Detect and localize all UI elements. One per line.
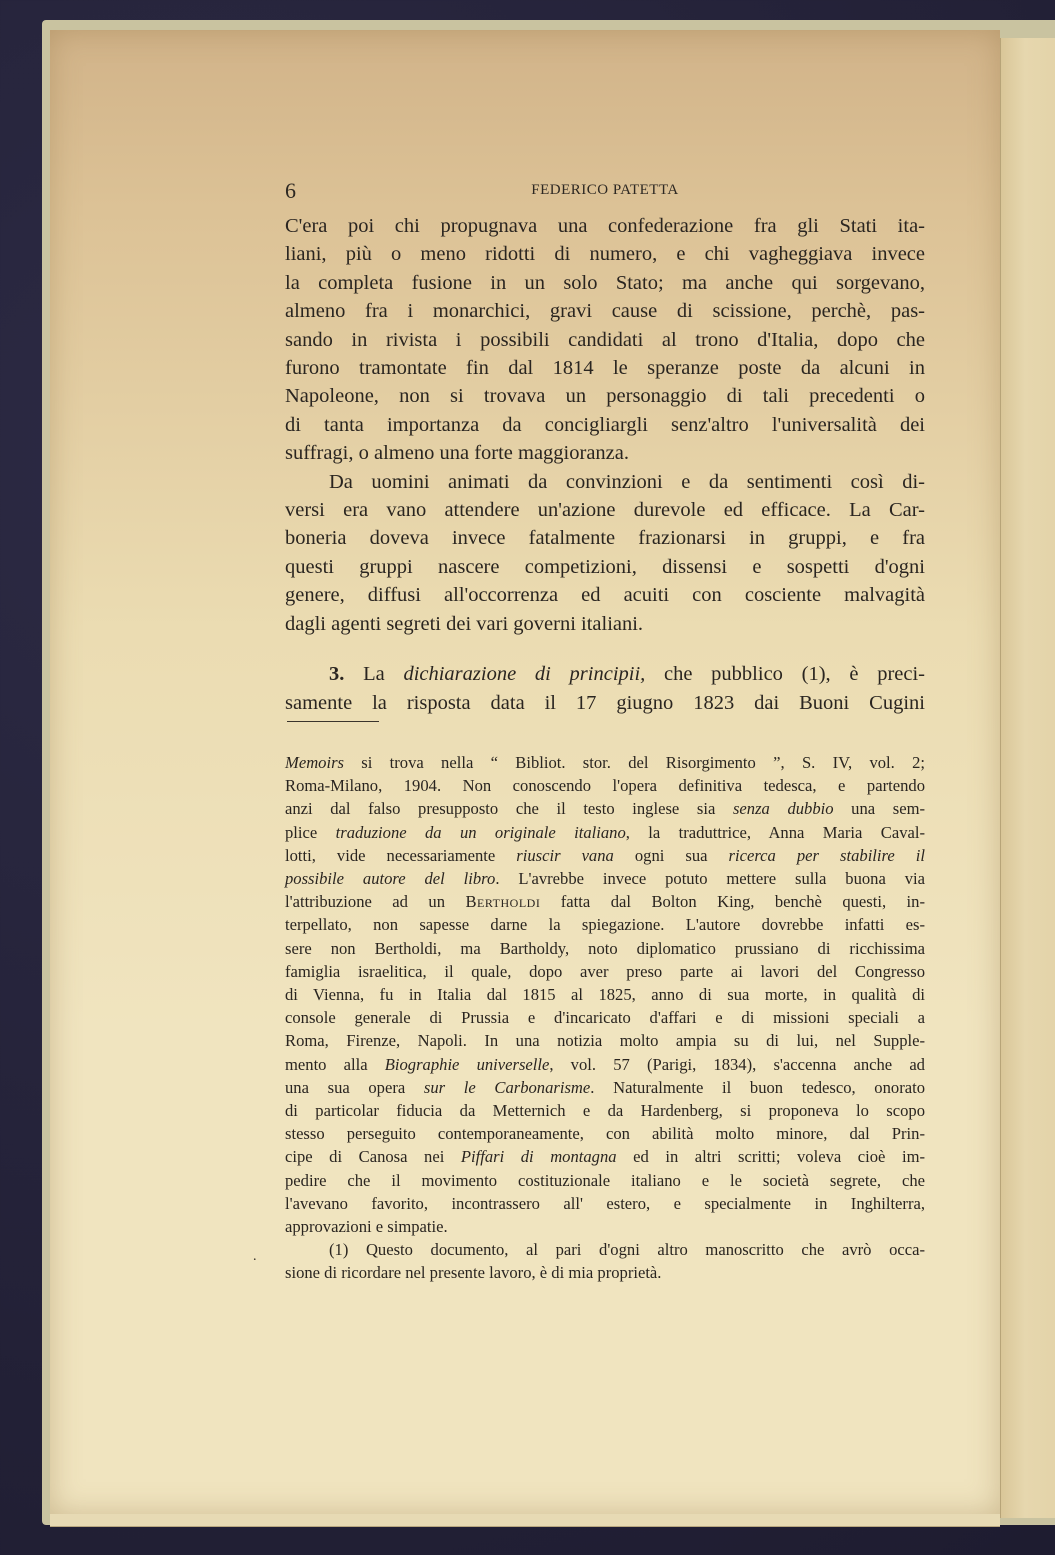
footnote-line <box>285 1053 925 1076</box>
text-run: ogni sua <box>613 845 729 865</box>
paragraph-2 <box>285 468 925 638</box>
text-line: genere, diffusi all'occorrenza ed acuiti con cosciente malvagità <box>285 584 925 607</box>
footnote-line <box>285 1006 925 1029</box>
footnote-line <box>285 844 925 867</box>
italic-run: Biographie universelle <box>384 1054 550 1074</box>
text-run: approvazioni e simpatie. <box>285 1217 448 1237</box>
footnote-line <box>285 1192 925 1215</box>
footnote-line <box>285 1099 925 1122</box>
text-run: Roma-Milano, 1904. Non conoscendo l'opera definitiva tedesca, e partendo <box>285 776 925 796</box>
footnote-continued <box>285 751 925 1238</box>
footnote-line <box>285 1145 925 1168</box>
footnote-1 <box>285 1238 925 1284</box>
footnote-line <box>285 1076 925 1099</box>
facing-page-edge <box>1000 38 1055 1518</box>
text-run: pedire che il movimento costituzionale italiano e le società segrete, che <box>285 1170 925 1190</box>
text-line: Da uomini animati da convinzioni e da sentimenti così di- <box>329 470 925 493</box>
text-line: sando in rivista i possibili candidati al trono d'Italia, dopo che <box>285 328 925 351</box>
text-line: furono tramontate fin dal 1814 le speranze poste da alcuni in <box>285 357 925 380</box>
text-line: Napoleone, non si trovava un personaggio di tali precedenti o <box>285 385 925 408</box>
text-line: samente la risposta data il 17 giugno 1823 dai Buoni Cugini <box>285 691 925 714</box>
footnote-line <box>285 1122 925 1145</box>
smallcaps-run: Bertholdi <box>465 892 541 912</box>
text-run: che pubblico (1), è preci- <box>645 663 925 686</box>
text-run: l'attribuzione ad un <box>285 892 466 912</box>
text-run: mento alla <box>285 1054 385 1074</box>
section-gap <box>285 638 925 660</box>
footnote-line <box>285 1169 925 1192</box>
text-run: console generale di Prussia e d'incaricato d'affari e di missioni speciali a <box>285 1008 925 1028</box>
text-run: plice <box>285 822 336 842</box>
text-run: terpellato, non sapesse darne la spiegazione. L'autore dovrebbe infatti es- <box>285 915 925 935</box>
italic-run: Memoirs <box>285 753 344 772</box>
text-run: anzi dal falso presupposto che il testo inglese sia <box>285 799 733 819</box>
italic-run: senza dubbio <box>732 799 834 819</box>
footnote-line <box>285 983 925 1006</box>
ink-speck: . <box>253 1249 257 1264</box>
page-header <box>285 178 925 204</box>
text-run: stesso perseguito contemporaneamente, con abilità molto minore, dal Prin- <box>285 1124 925 1144</box>
text-line: la completa fusione in un solo Stato; ma anche qui sorgevano, <box>285 271 925 294</box>
text-line: dagli agenti segreti dei vari governi italiani. <box>285 612 644 635</box>
text-line: sione di ricordare nel presente lavoro, è di mia proprietà. <box>285 1263 662 1283</box>
text-run: ed in altri scritti; voleva cioè im- <box>616 1147 925 1167</box>
text-line: di tanta importanza da concigliargli senz'altro l'universalità dei <box>285 413 925 436</box>
text-line: suffragi, o almeno una forte maggioranza. <box>285 442 630 465</box>
text-run: di Vienna, fu in Italia dal 1815 al 1825, anno di sua morte, in qualità di <box>285 985 925 1005</box>
text-run: di particolar fiducia da Metternich e da Hardenberg, si proponeva lo scopo <box>285 1101 925 1121</box>
body-text <box>285 212 925 717</box>
text-run: sere non Bertholdi, ma Bartholdy, noto diplomatico prussiano di ricchissima <box>285 938 925 958</box>
text-run: La <box>344 663 404 686</box>
footnote-line <box>285 821 925 844</box>
footnote-line <box>285 867 925 890</box>
section-number: 3. <box>329 663 345 686</box>
text-line: almeno fra i monarchici, gravi cause di scissione, perchè, pas- <box>285 300 925 323</box>
footnote-line <box>285 751 925 774</box>
text-run: . L'avrebbe invece potuto mettere sulla buona via <box>495 869 925 889</box>
text-line: questi gruppi nascere competizioni, dissensi e sospetti d'ogni <box>285 555 925 578</box>
text-run: famiglia israelitica, il quale, dopo aver preso parte ai lavori del Congresso <box>285 961 925 981</box>
text-run: fatta dal Bolton King, benchè questi, in- <box>540 892 925 912</box>
italic-run: sur le Carbonarisme <box>423 1077 591 1097</box>
italic-run: traduzione da un originale italiano <box>335 822 626 842</box>
footnote-line <box>285 960 925 983</box>
paragraph-3 <box>285 660 925 717</box>
text-run: , la traduttrice, Anna Maria Caval- <box>625 822 925 842</box>
page-number: 6 <box>285 178 296 203</box>
text-run: si trova nella “ Bibliot. stor. del Risorgimento ”, S. IV, vol. 2; <box>344 753 925 772</box>
text-run: una sem- <box>833 799 925 819</box>
text-run: una sua opera <box>285 1077 424 1097</box>
text-run: Roma, Firenze, Napoli. In una notizia molto ampia su di lui, nel Supple- <box>285 1031 925 1051</box>
italic-run: dichiarazione di principii, <box>403 663 646 686</box>
text-line: (1) Questo documento, al pari d'ogni altro manoscritto che avrò occa- <box>329 1240 925 1260</box>
footnote-separator <box>287 721 379 722</box>
italic-run: ricerca per stabilire il <box>728 845 925 865</box>
footnote-line <box>285 774 925 797</box>
text-line: boneria doveva invece fatalmente frazionarsi in gruppi, e fra <box>285 527 925 550</box>
footnote-line <box>285 797 925 820</box>
text-line <box>285 660 925 688</box>
footnotes <box>285 751 925 1285</box>
text-run: cipe di Canosa nei <box>285 1147 461 1167</box>
text-run: lotti, vide necessariamente <box>285 845 517 865</box>
running-title: FEDERICO PATETTA <box>531 182 679 198</box>
paragraph-1 <box>285 212 925 468</box>
italic-run: riuscir vana <box>516 845 614 865</box>
footnote-line <box>285 913 925 936</box>
footnote-line <box>285 890 925 913</box>
text-line: liani, più o meno ridotti di numero, e chi vagheggiava invece <box>285 243 925 266</box>
italic-run: Piffari di montagna <box>460 1147 617 1167</box>
text-run: , vol. 57 (Parigi, 1834), s'accenna anche ad <box>549 1054 925 1074</box>
footnote-line <box>285 1215 925 1238</box>
footnote-line <box>285 1029 925 1052</box>
italic-run: possibile autore del libro <box>285 869 496 889</box>
text-run: . Naturalmente il buon tedesco, onorato <box>590 1077 925 1097</box>
footnote-line <box>285 937 925 960</box>
text-run: l'avevano favorito, incontrassero all' estero, e specialmente in Inghilterra, <box>285 1193 925 1213</box>
text-line: C'era poi chi propugnava una confederazione fra gli Stati ita- <box>285 215 925 237</box>
text-line: versi era vano attendere un'azione durevole ed efficace. La Car- <box>285 499 925 522</box>
